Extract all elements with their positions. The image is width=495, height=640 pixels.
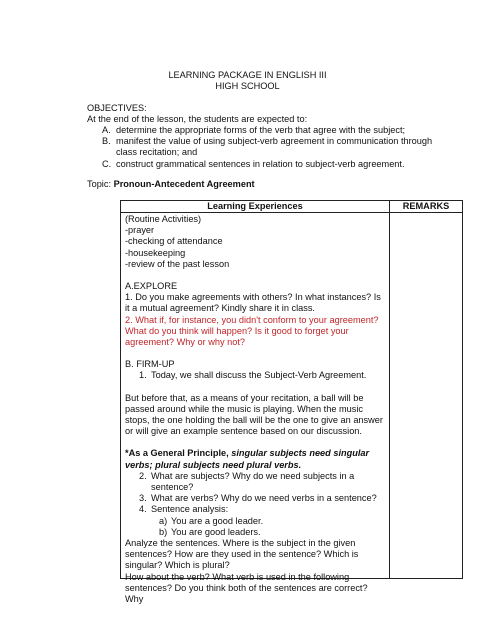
explore-question-1: 1. Do you make agreements with others? In what instances? Is it a mutual agreement? Kindly share it in class. — [125, 292, 381, 314]
topic-line: Topic: Pronoun-Antecedent Agreement — [87, 179, 255, 189]
analysis-item: a) You are a good leader. — [159, 515, 264, 526]
objectives-heading: OBJECTIVES: — [87, 103, 147, 113]
remarks-cell — [390, 213, 463, 579]
learning-cell — [121, 213, 390, 605]
column-header-learning: Learning Experiences — [121, 201, 390, 213]
objective-item: A. determine the appropriate forms of the verb that agree with the subject; — [102, 125, 406, 135]
objectives-intro: At the end of the lesson, the students are expected to: — [87, 114, 308, 124]
question-item: 2. What are subjects? Why do we need subjects in a sentence? — [139, 470, 355, 493]
explore-heading: A.EXPLORE — [125, 281, 178, 292]
routine-line: (Routine Activities) — [125, 214, 202, 224]
verb-paragraph: How about the verb? What verb is used in the following sentences? Do you think both of the sentences are correct? Why — [125, 571, 368, 605]
explore-question-2: 2. What if, for instance, you didn't conform to your agreement? What do you think will happen? Is it good to forget your agreement? Why or why not? — [125, 314, 379, 348]
firmup-item: 1. Today, we shall discuss the Subject-Verb Agreement. — [139, 370, 367, 381]
general-principle: *As a General Principle, singular subjects need singular verbs; plural subjects need plural verbs. — [125, 448, 370, 470]
routine-line: -checking of attendance — [125, 236, 223, 247]
analysis-item: b) You are good leaders. — [159, 526, 261, 537]
question-item: 3. What are verbs? Why do we need verbs in a sentence? — [139, 493, 377, 504]
learning-table — [120, 200, 463, 605]
document-title: LEARNING PACKAGE IN ENGLISH III — [168, 70, 327, 80]
objectives-list — [102, 125, 442, 170]
routine-line: -prayer — [125, 225, 155, 236]
routine-line: -review of the past lesson — [125, 258, 230, 269]
firmup-heading: B. FIRM-UP — [125, 359, 175, 370]
routine-line: -housekeeping — [125, 247, 186, 258]
question-item: 4. Sentence analysis: — [139, 504, 229, 515]
objective-item: C. construct grammatical sentences in relation to subject-verb agreement. — [102, 158, 405, 169]
recitation-paragraph: But before that, as a means of your recitation, a ball will be passed around while the music is playing. When the music stops, the one holding the ball will be the one to give an answer or will give an example sentence based on our discussion. — [125, 392, 383, 437]
document-subtitle: HIGH SCHOOL — [215, 81, 280, 91]
column-header-remarks: REMARKS — [390, 201, 463, 213]
analyze-paragraph: Analyze the sentences. Where is the subject in the given sentences? How are they used in the sentence? Which is singular? Which is plural? — [125, 538, 359, 571]
topic-value: Pronoun-Antecedent Agreement — [113, 179, 255, 189]
objective-item: B. manifest the value of using subject-verb agreement in communication through class recitation; and — [102, 136, 433, 158]
